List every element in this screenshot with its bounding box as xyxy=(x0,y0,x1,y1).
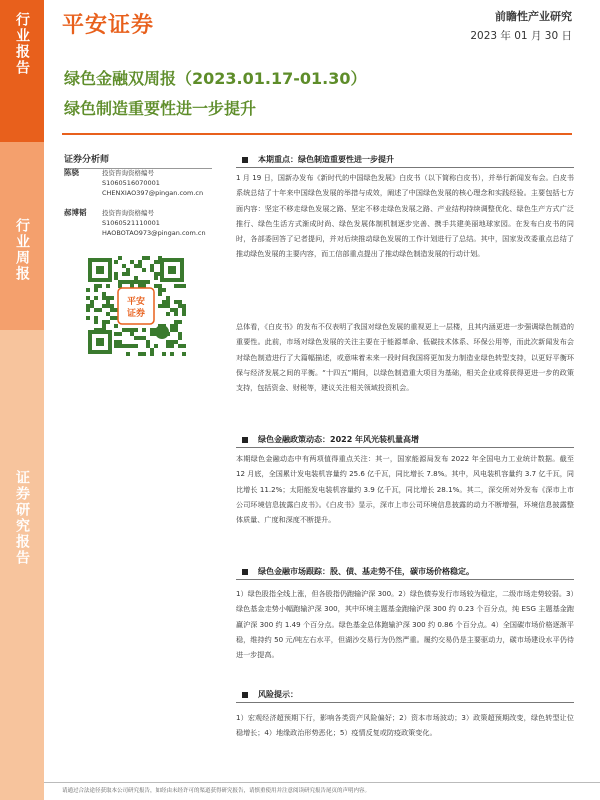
paragraph: 1）宏观经济超预期下行，影响各类资产风险偏好；2）资本市场波动；3）政策超预期改变，绿色转型让位稳增长；4）地缘政治形势恶化；5）疫情反复或防疫政策变化。 xyxy=(236,713,574,738)
section-heading-text: 绿色金融市场跟踪：股、债、基走势不佳，碳市场价格稳定。 xyxy=(258,567,474,576)
side-label-text: 行业报告 xyxy=(14,12,30,76)
footer-disclaimer: 请通过合法途径获取本公司研究报告，如经由未经许可的渠道获得研究报告，请慎重使用并注意阅读研究报告尾页的声明内容。 xyxy=(62,788,371,794)
paragraph: 总体看，《白皮书》的发布不仅表明了我国对绿色发展的重视更上一层楼，且其内涵更进一步强调绿色制造的重要性。此前，市场对绿色发展的关注主要在于能源革命、低碳技术体系、环保公用等，而此次新闻发布会对绿色制造进行了大篇幅描述，或意味着未来一段时间我国将更加发力制造业绿色转型支持，以更好平衡环保与经济发展之间的平衡。“十四五”期间，以绿色制造重大项目为基础，相关企业或将获得更进一步的政策支持，包括资金、财税等，建议关注相关领域投资机会。 xyxy=(236,322,574,393)
title-divider xyxy=(62,133,572,135)
report-subtitle: 绿色制造重要性进一步提升 xyxy=(64,99,257,118)
side-label-securities-research xyxy=(0,330,44,800)
footer-divider xyxy=(44,782,600,783)
bullet-icon xyxy=(242,437,248,443)
paragraph: 本期绿色金融动态中有两项值得重点关注：其一，国家能源局发布 2022 年全国电力工业统计数据。截至 12 月底，全国累计发电装机容量约 25.6 亿千瓦，同比增长 7.8%。其中，风电装机容量约 3.7 亿千瓦，同比增长 11.2%；太阳能发电装机容量约 3.9 亿千瓦，同比增长 28.1%。其二，深交所对外发布《深市上市公司环境信息披露白皮书》。《白皮书》显示，深市上市公司环境信息披露的动力不断增强，环境信息披露整体质量、广度和深度不断提升。 xyxy=(236,454,574,525)
report-date: 2023 年 01 月 30 日 xyxy=(470,30,572,42)
company-logo: 平安证券 xyxy=(62,13,155,38)
analyst-cert-label: 投资咨询资格编号 xyxy=(102,209,154,217)
side-label-weekly xyxy=(0,142,44,330)
bullet-icon xyxy=(242,157,248,163)
section-heading-risk xyxy=(236,689,574,703)
analyst-heading: 证券分析师 xyxy=(64,152,212,169)
analyst-name: 陈骁 xyxy=(64,168,79,177)
report-title: 绿色金融双周报（2023.01.17-01.30） xyxy=(64,69,367,88)
section-heading-text: 绿色金融政策动态：2022 年风光装机量高增 xyxy=(258,435,420,444)
analyst-email[interactable]: HAOBOTAO973@pingan.com.cn xyxy=(102,229,206,237)
analyst-cert-label: 投资咨询资格编号 xyxy=(102,169,154,177)
qr-logo-text: 平安 xyxy=(126,297,146,307)
analyst-name: 郝博韬 xyxy=(64,208,87,217)
analyst-cert-number: S1060521110001 xyxy=(102,219,160,227)
report-type: 前瞻性产业研究 xyxy=(495,10,572,23)
bullet-icon xyxy=(242,569,248,575)
paragraph: 1）绿色股指全线上涨，但各股指仍跑输沪深 300。2）绿色债券发行市场较为稳定，二级市场走势较弱。3）绿色基金走势小幅跑输沪深 300，其中环境主题基金跑输沪深 300 约 0.23 个百分点，纯 ESG 主题基金跑赢沪深 300 约 1.49 个百分点。绿色基金总体跑输沪深 300 约 0.86 个百分点。4）全国碳市场价格逐渐平稳，维持约 50 元/吨左右水平，但湖沙交易行为仍然严重。履约交易仍是主要驱动力，碳市场建设水平仍待进一步提高。 xyxy=(236,589,574,660)
side-label-industry-report xyxy=(0,0,44,142)
side-label-text: 行业周报 xyxy=(14,218,30,282)
section-heading-text: 风险提示： xyxy=(258,690,298,699)
svg-text:证券: 证券 xyxy=(126,309,146,319)
section-heading-market xyxy=(236,566,574,580)
analyst-entry xyxy=(64,168,224,198)
analyst-cert-number: S1060516070001 xyxy=(102,179,160,187)
qr-code xyxy=(86,256,186,356)
analyst-entry xyxy=(64,208,224,238)
section-heading-text: 本期重点：绿色制造重要性进一步提升 xyxy=(258,155,394,164)
side-label-text: 证券研究报告 xyxy=(14,470,30,566)
paragraph: 1 月 19 日，国新办发布《新时代的中国绿色发展》白皮书（以下简称白皮书），并举行新闻发布会。白皮书系统总结了十年来中国绿色发展的举措与成效，阐述了中国绿色发展的核心理念和实践经验。主要包括七方面内容：坚定不移走绿色发展之路、坚定不移走绿色发展之路、产业结构持续调整优化、绿色生产方式广泛推行、绿色生活方式渐成时尚、绿色发展体制机制逐步完善、携手共建美丽地球家园。在发布白皮书的同时，各部委回答了记者提问，并对后续推动绿色发展的工作计划进行了总结。其中，国家发改委重点总结了推动绿色发展的主要内容，而工信部重点提出了推动绿色制造发展的行动计划。 xyxy=(236,173,574,259)
analyst-email[interactable]: CHENXIAO397@pingan.com.cn xyxy=(102,189,204,197)
bullet-icon xyxy=(242,692,248,698)
section-heading-focus xyxy=(236,154,574,168)
section-heading-policy xyxy=(236,434,574,448)
